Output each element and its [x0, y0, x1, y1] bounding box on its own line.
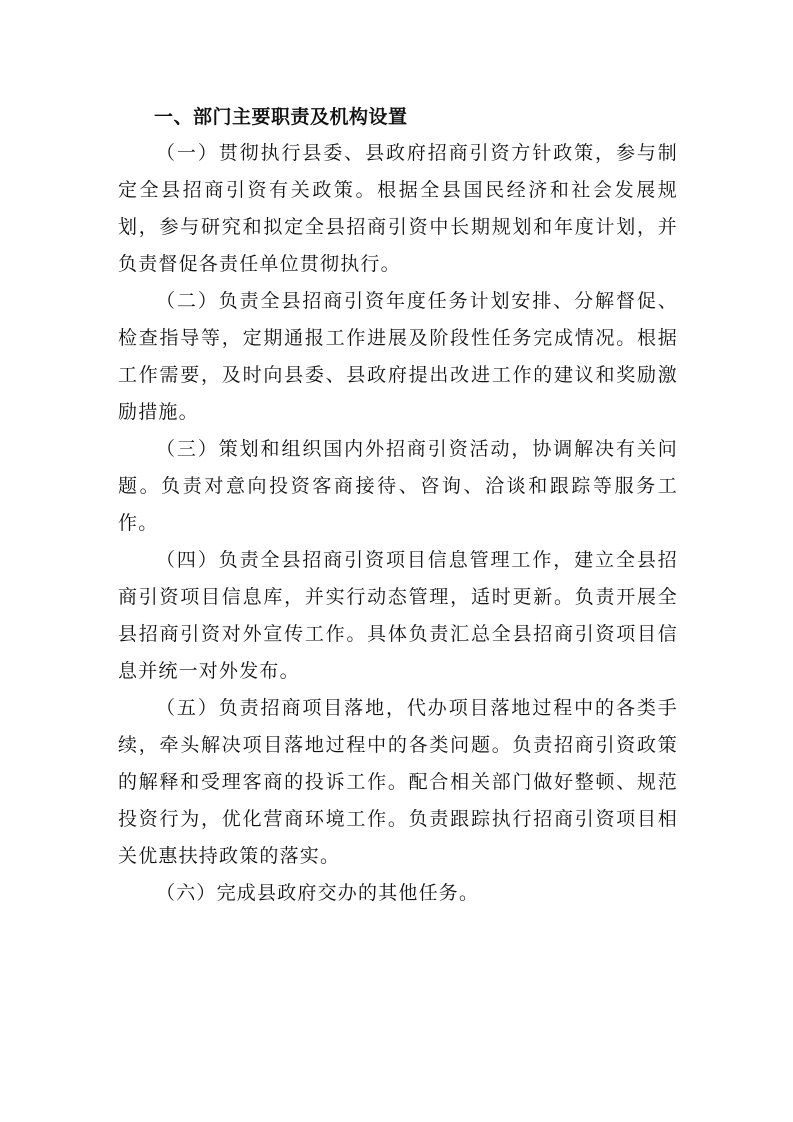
- paragraph-5: （五）负责招商项目落地，代办项目落地过程中的各类手续，牵头解决项目落地过程中的各类问题。负责招商引资政策的解释和受理客商的投诉工作。配合相关部门做好整顿、规范投资行为，优化营商环境工作。负责跟踪执行招商引资项目相关优惠扶持政策的落实。: [118, 697, 678, 867]
- paragraph-3: （三）策划和组织国内外招商引资活动，协调解决有关问题。负责对意向投资客商接待、咨询、洽谈和跟踪等服务工作。: [118, 438, 678, 534]
- document-body: [118, 99, 678, 912]
- paragraph-1: （一）贯彻执行县委、县政府招商引资方针政策，参与制定全县招商引资有关政策。根据全县国民经济和社会发展规划，参与研究和拟定全县招商引资中长期规划和年度计划，并负责督促各责任单位贯彻执行。: [118, 142, 678, 275]
- paragraph-2: （二）负责全县招商引资年度任务计划安排、分解督促、检查指导等，定期通报工作进展及阶段性任务完成情况。根据工作需要，及时向县委、县政府提出改进工作的建议和奖励激励措施。: [118, 290, 678, 423]
- paragraph-6: （六）完成县政府交办的其他任务。: [156, 882, 480, 904]
- paragraph-4: （四）负责全县招商引资项目信息管理工作，建立全县招商引资项目信息库，并实行动态管理，适时更新。负责开展全县招商引资对外宣传工作。具体负责汇总全县招商引资项目信息并统一对外发布。: [118, 549, 678, 682]
- section-heading: 一、部门主要职责及机构设置: [154, 106, 408, 128]
